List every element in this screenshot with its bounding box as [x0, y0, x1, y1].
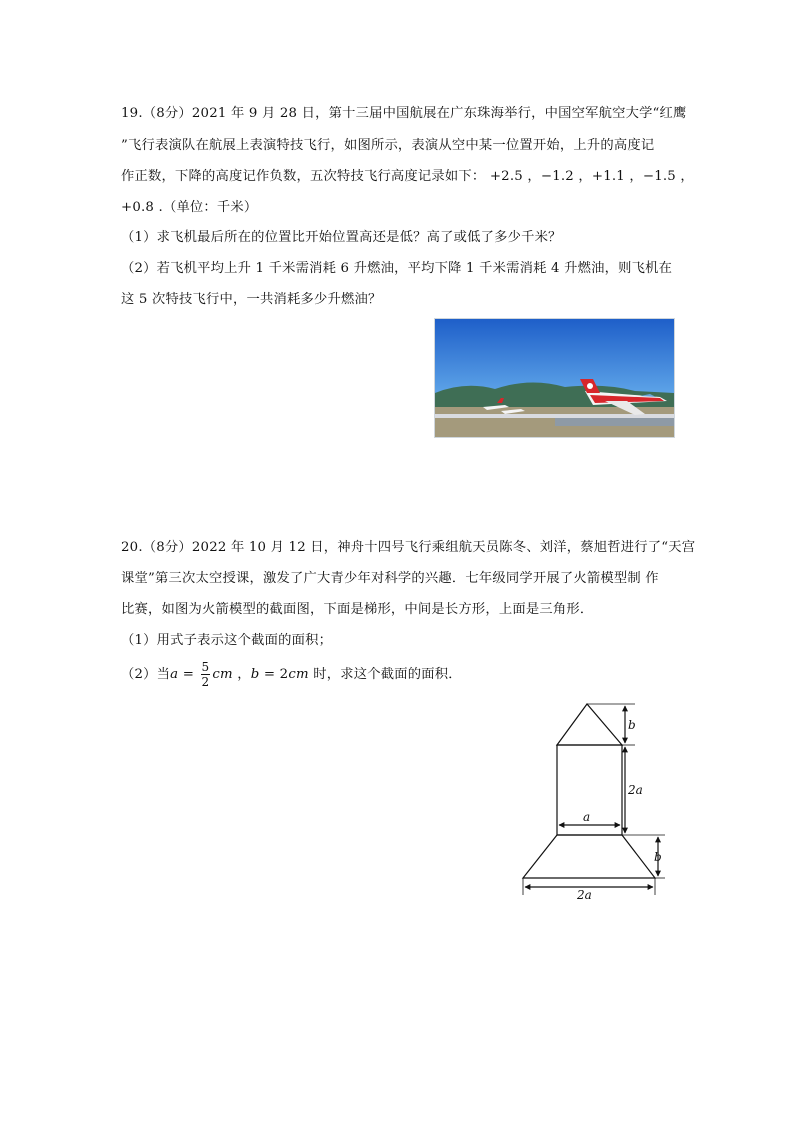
triangle-top [557, 704, 622, 745]
equals: = [178, 667, 199, 682]
q20-subquestion-1: （1）用式子表示这个截面的面积； [121, 633, 333, 648]
fraction-five-halves [201, 660, 211, 689]
var-a: a [170, 667, 179, 682]
fraction-numerator: 5 [201, 660, 210, 674]
trapezoid-bottom [523, 835, 655, 878]
q20-line-2: 课堂”第三次太空授课，激发了广大青少年对科学的兴趣．七年级同学开展了火箭模型制 作 [121, 571, 659, 586]
label-b-top: b [628, 718, 636, 732]
b-equals: = 2 [259, 667, 289, 682]
q19-line-1: 19.（8分）2021 年 9 月 28 日，第十三届中国航展在广东珠海举行，中国空军航空大学“红鹰 [121, 106, 687, 121]
var-b: b [250, 667, 260, 682]
q20-line-1: 20.（8分）2022 年 10 月 12 日，神舟十四号飞行乘组航天员陈冬、刘洋，蔡旭哲进行了“天宫 [121, 540, 696, 555]
q19-subquestion-1: （1）求飞机最后所在的位置比开始位置高还是低？高了或低了多少千米？ [121, 230, 562, 245]
q19-subquestion-2a: （2）若飞机平均上升 1 千米需消耗 6 升燃油，平均下降 1 千米需消耗 4 升燃油，则飞机在 [121, 261, 673, 276]
label-a-middle: a [583, 810, 591, 824]
airshow-photo [434, 318, 675, 438]
rocket-cross-section-diagram [515, 700, 695, 900]
q19-subquestion-2b: 这 5 次特技飞行中，一共消耗多少升燃油？ [121, 292, 382, 307]
q19-line-3: 作正数，下降的高度记作负数，五次特技飞行高度记录如下： +2.5 ，−1.2 ，+1.1 ，−1.5 ， [121, 169, 694, 184]
q20-sub2-prefix: （2）当 [121, 667, 171, 682]
label-2a-bottom: 2a [577, 888, 592, 900]
unit-cm-1: cm [212, 667, 233, 682]
label-b-bottom: b [654, 850, 662, 864]
q20-subquestion-2 [121, 660, 462, 689]
q19-line-2: ”飞行表演队在航展上表演特技飞行，如图所示，表演从空中某一位置开始，上升的高度记 [121, 138, 655, 153]
q20-sub2-suffix: 时，求这个截面的面积． [308, 667, 462, 682]
fraction-denominator: 2 [201, 675, 210, 689]
unit-cm-2: cm [288, 667, 309, 682]
q20-line-3: 比赛，如图为火箭模型的截面图，下面是梯形，中间是长方形，上面是三角形． [121, 602, 594, 617]
q19-line-4: +0.8 .（单位：千米） [121, 200, 258, 215]
label-2a-right: 2a [628, 783, 643, 797]
separator: ， [232, 667, 251, 682]
